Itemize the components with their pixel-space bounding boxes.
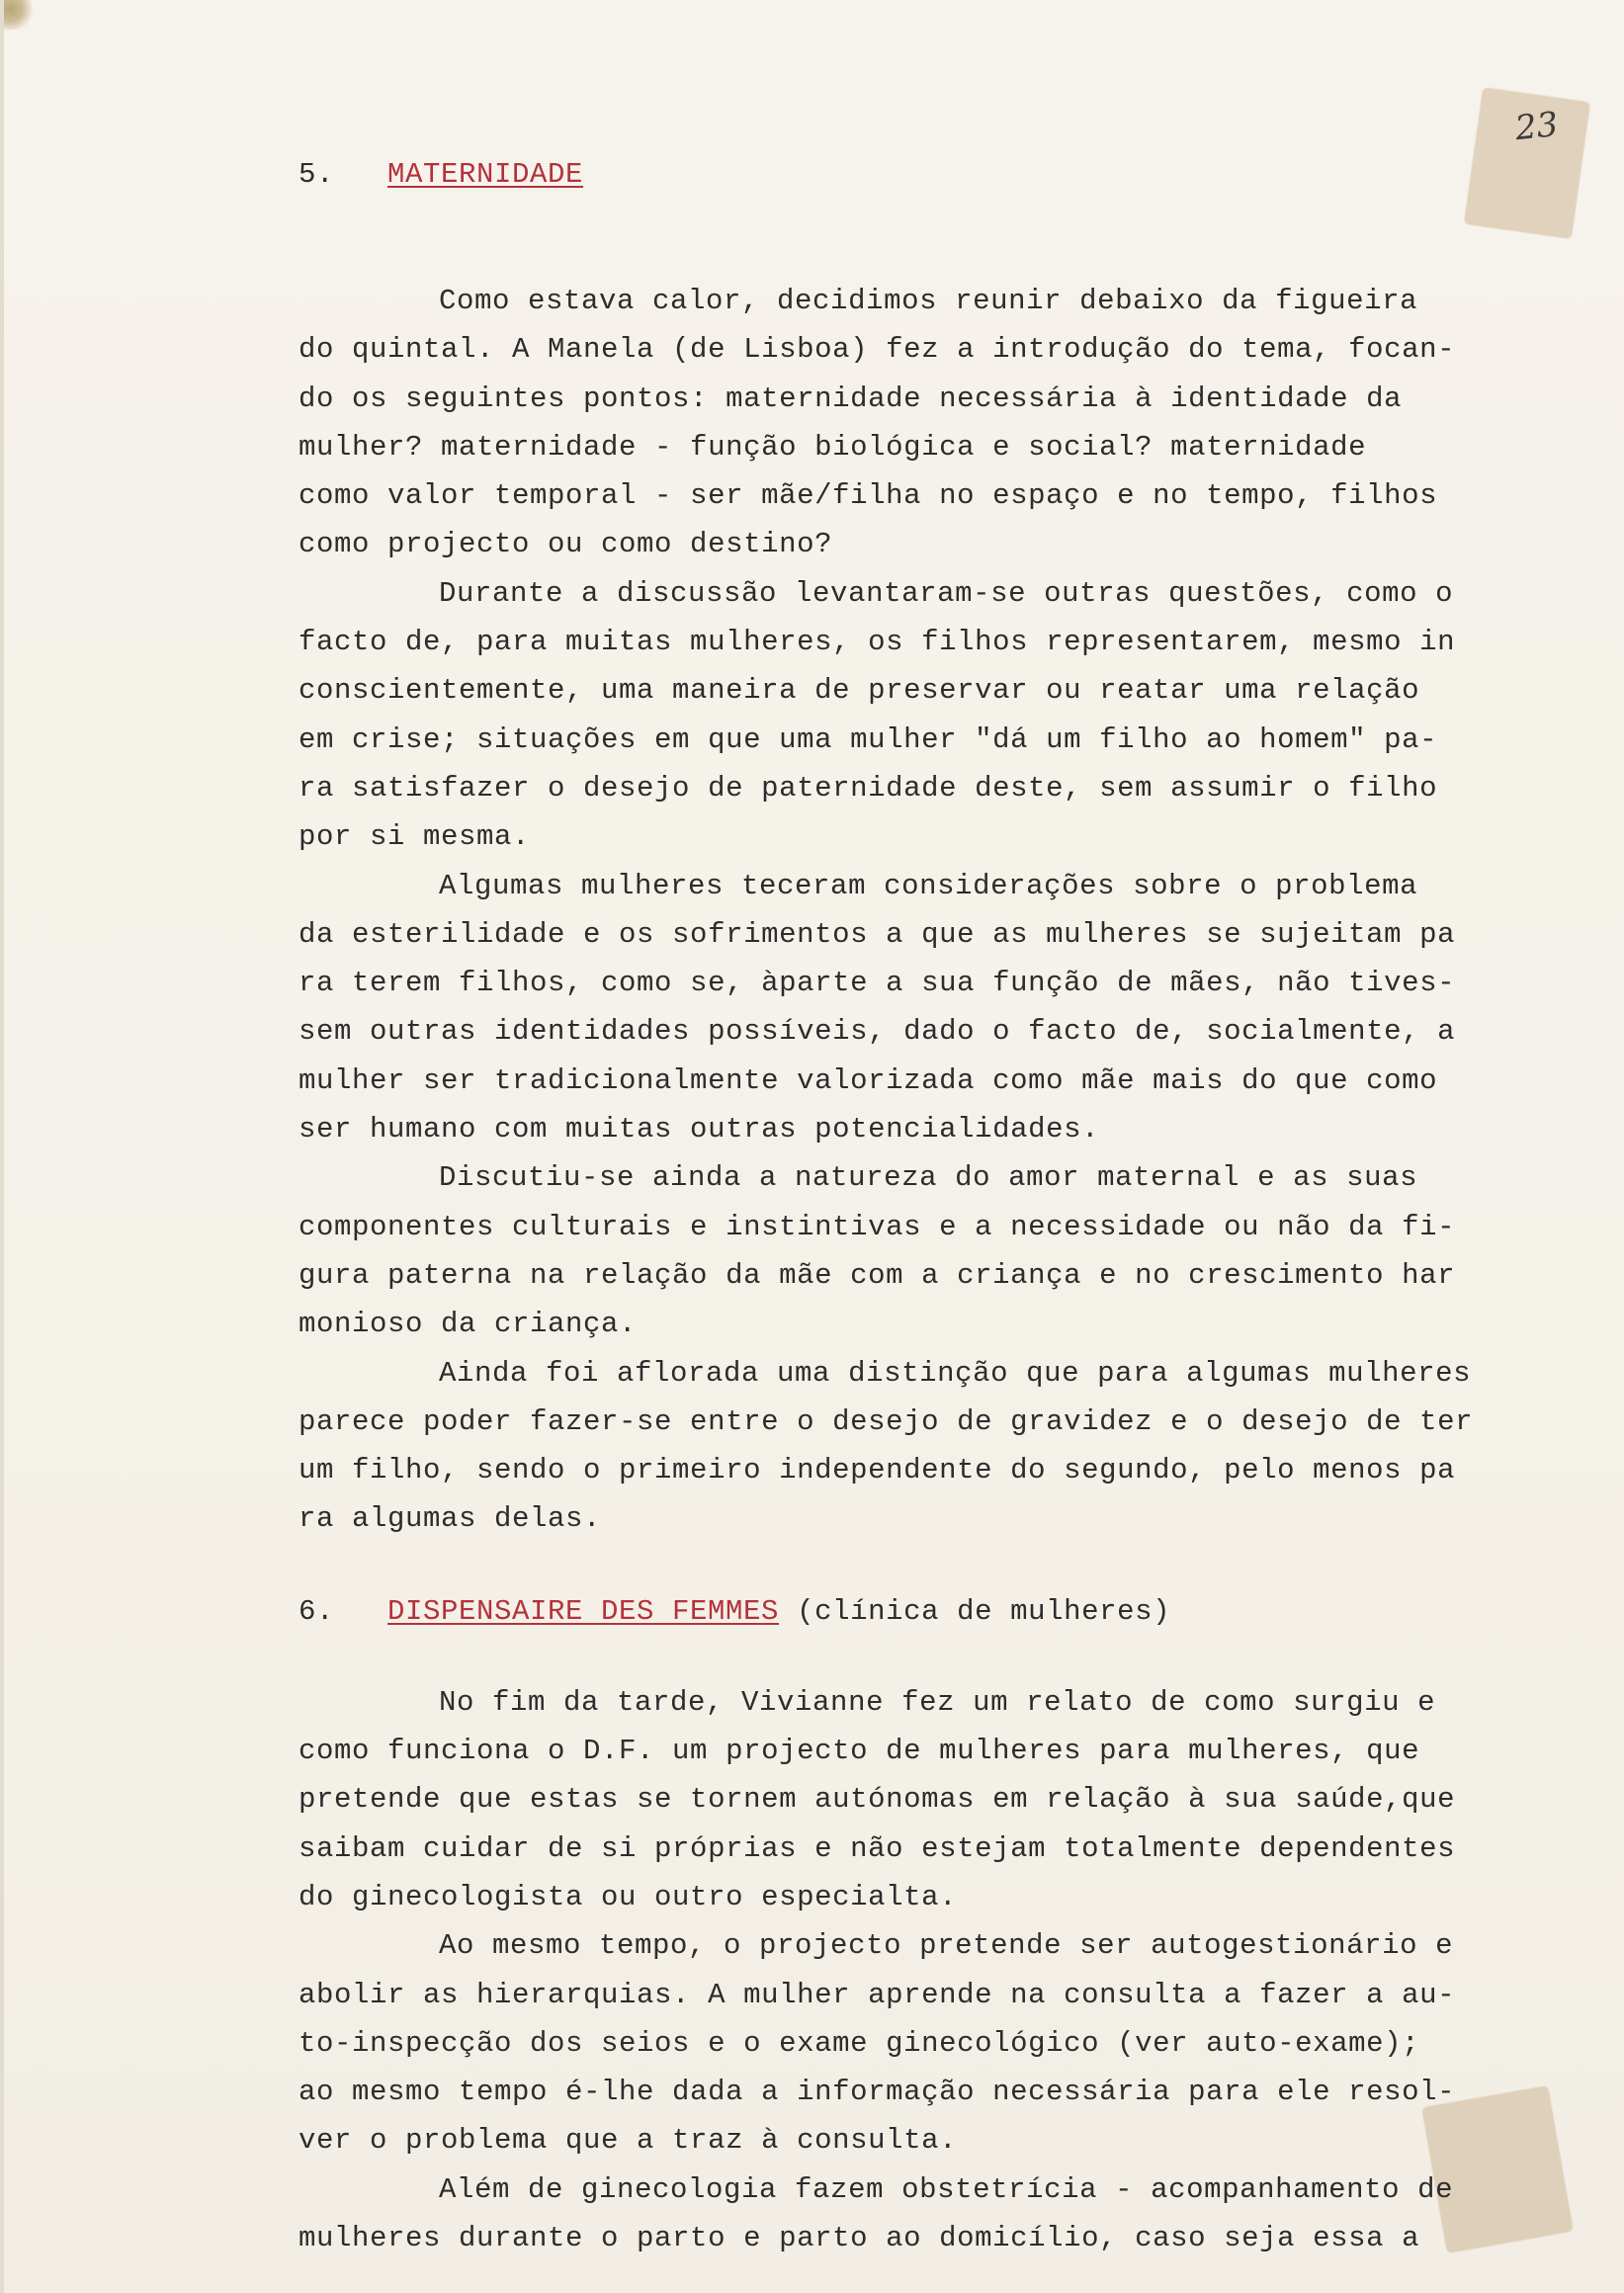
text-line: da esterilidade e os sofrimentos a que as mulheres se sujeitam pa xyxy=(299,917,1456,951)
text-line: mulher? maternidade - função biológica e social? maternidade xyxy=(299,430,1367,464)
text-line: do quintal. A Manela (de Lisboa) fez a introdução do tema, focan- xyxy=(299,333,1456,367)
page-number: 23 xyxy=(1513,104,1561,149)
text-line: mulher ser tradicionalmente valorizada como mãe mais do que como xyxy=(299,1063,1438,1097)
paragraph xyxy=(299,1678,1455,1921)
document-body xyxy=(299,150,1474,2262)
text-line: por si mesma. xyxy=(299,820,531,854)
text-line: como funciona o D.F. um projecto de mulheres para mulheres, que xyxy=(299,1735,1420,1768)
text-line: No fim da tarde, Vivianne fez um relato de como surgiu e xyxy=(439,1685,1436,1719)
paragraph xyxy=(299,862,1455,1154)
section-heading xyxy=(299,150,1455,200)
text-line: do os seguintes pontos: maternidade necessária à identidade da xyxy=(299,382,1403,415)
paragraph xyxy=(299,1921,1455,2165)
text-line: parece poder fazer-se entre o desejo de gravidez e o desejo de ter xyxy=(299,1404,1474,1438)
paragraph xyxy=(299,277,1455,569)
text-line: conscientemente, uma maneira de preservar ou reatar uma relação xyxy=(299,674,1420,708)
text-line: monioso da criança. xyxy=(299,1308,638,1341)
text-line: abolir as hierarquias. A mulher aprende na consulta a fazer a au- xyxy=(299,1978,1456,2011)
text-line: como valor temporal - ser mãe/filha no espaço e no tempo, filhos xyxy=(299,479,1438,513)
paragraph xyxy=(299,2166,1455,2263)
section-title-suffix: (clínica de mulheres) xyxy=(779,1594,1171,1628)
text-line: ao mesmo tempo é-lhe dada a informação necessária para ele resol- xyxy=(299,2076,1456,2109)
text-line: Algumas mulheres teceram considerações sobre o problema xyxy=(439,869,1418,902)
text-line: saibam cuidar de si próprias e não estejam totalmente dependentes xyxy=(299,1831,1456,1865)
text-line: um filho, sendo o primeiro independente do segundo, pelo menos pa xyxy=(299,1454,1456,1487)
section-title: DISPENSAIRE DES FEMMES xyxy=(387,1594,780,1628)
paragraph xyxy=(299,569,1455,862)
text-line: Durante a discussão levantaram-se outras questões, como o xyxy=(439,576,1454,610)
text-line: mulheres durante o parto e parto ao domicílio, caso seja essa a xyxy=(299,2221,1420,2254)
section-heading xyxy=(299,1587,1455,1637)
text-line: Ao mesmo tempo, o projecto pretende ser autogestionário e xyxy=(439,1929,1454,1963)
text-line: Como estava calor, decidimos reunir debaixo da figueira xyxy=(439,285,1418,317)
text-line: ra satisfazer o desejo de paternidade deste, sem assumir o filho xyxy=(299,771,1438,805)
text-line: pretende que estas se tornem autónomas em relação à sua saúde,que xyxy=(299,1783,1456,1817)
text-line: ra algumas delas. xyxy=(299,1502,602,1536)
text-line: gura paterna na relação da mãe com a criança e no crescimento har xyxy=(299,1258,1456,1292)
text-line: do ginecologista ou outro especialta. xyxy=(299,1880,958,1913)
paper-stain xyxy=(0,0,34,30)
text-line: ra terem filhos, como se, àparte a sua função de mães, não tives- xyxy=(299,967,1456,1000)
text-line: em crise; situações em que uma mulher "dá um filho ao homem" pa- xyxy=(299,722,1438,756)
paragraph xyxy=(299,1153,1455,1348)
section-number: 5. xyxy=(299,158,335,191)
text-line: ver o problema que a traz à consulta. xyxy=(299,2124,958,2158)
text-line: Além de ginecologia fazem obstetrícia - acompanhamento de xyxy=(439,2172,1454,2206)
text-line: componentes culturais e instintivas e a necessidade ou não da fi- xyxy=(299,1210,1456,1243)
text-line: Discutiu-se ainda a natureza do amor maternal e as suas xyxy=(439,1161,1418,1195)
section-number: 6. xyxy=(299,1594,335,1628)
text-line: Ainda foi aflorada uma distinção que para algumas mulheres xyxy=(439,1356,1472,1390)
text-line: to-inspecção dos seios e o exame ginecológico (ver auto-exame); xyxy=(299,2026,1420,2060)
text-line: como projecto ou como destino? xyxy=(299,528,833,561)
text-line: sem outras identidades possíveis, dado o facto de, socialmente, a xyxy=(299,1015,1456,1049)
section-title: MATERNIDADE xyxy=(387,158,584,191)
text-line: facto de, para muitas mulheres, os filhos representarem, mesmo in xyxy=(299,626,1456,659)
paragraph xyxy=(299,1349,1474,1544)
text-line: ser humano com muitas outras potencialidades. xyxy=(299,1113,1100,1146)
